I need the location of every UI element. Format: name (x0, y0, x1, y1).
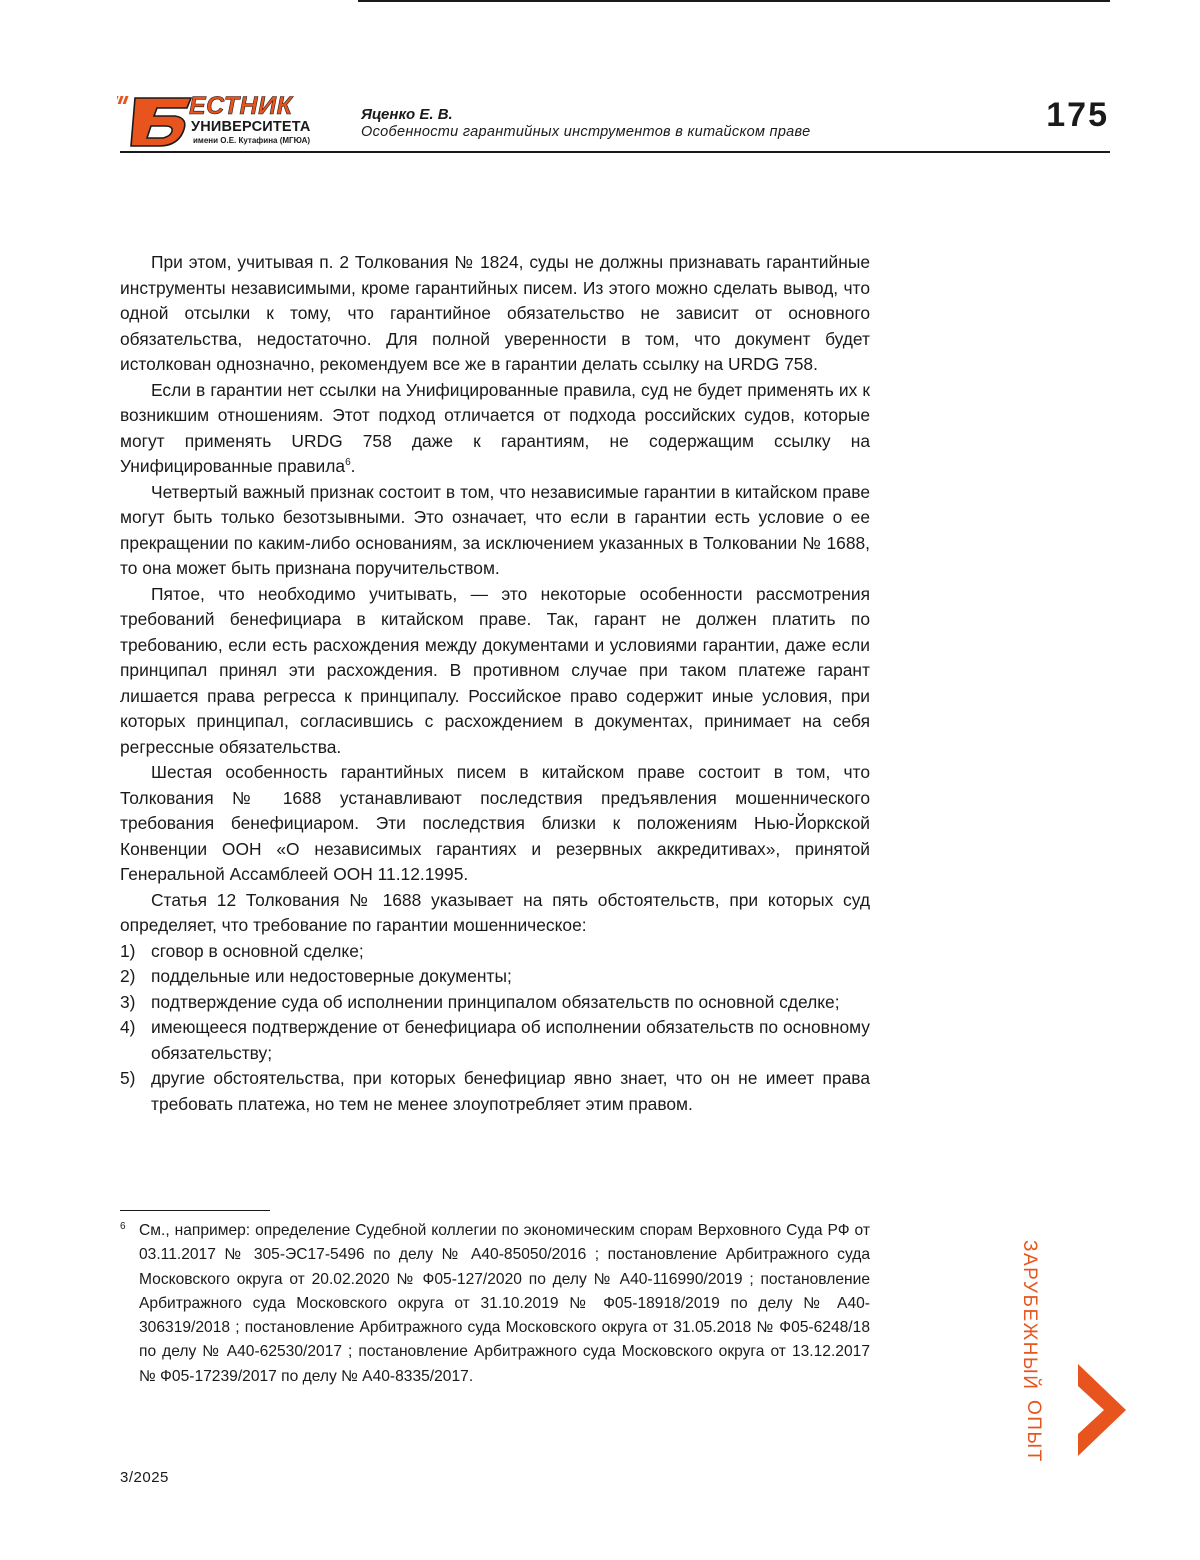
list-item (120, 939, 870, 965)
paragraph-2-text: Если в гарантии нет ссылки на Унифицированные правила, суд не будет применять их к возникшим отношениям. Этот подход отличается от подхода российских судов, которые могут применять URDG 758 даже к гарантиям, не содержащим ссылку на Унифицированные правила (120, 380, 870, 477)
footnote-reference[interactable]: 6 (345, 457, 351, 468)
logo-emblem (117, 92, 197, 150)
paragraph-3: Четвертый важный признак состоит в том, что независимые гарантии в китайском праве могут быть только безотзывными. Это означает, что если в гарантии есть условие о ее прекращении по каким-либо основаниям, за исключением указанных в Толковании № 1688, то она может быть признана поручительством. (120, 480, 870, 582)
issue-number: 3/2025 (120, 1469, 169, 1486)
section-arrow-icon (1074, 1362, 1130, 1458)
header-rule-top (358, 0, 1110, 2)
section-label-2 (1014, 1400, 1044, 1450)
list-item-number: 4) (120, 1015, 135, 1041)
paragraph-2: Если в гарантии нет ссылки на Унифицированные правила, суд не будет применять их к возникшим отношениям. Этот подход отличается от подхода российских судов, которые могут применять URDG 758 даже к гарантиям, не содержащим ссылку на Унифицированные правила6. (120, 378, 870, 480)
list-item-text: имеющееся подтверждение от бенефициара об исполнении обязательств по основному обязательству; (151, 1017, 870, 1063)
list-item (120, 964, 870, 990)
list-item-text: другие обстоятельства, при которых бенефициар явно знает, что он не имеет права требовать платежа, но тем не менее злоупотребляет этим правом. (151, 1068, 870, 1114)
list-item-text: подтверждение суда об исполнении принципалом обязательств по основной сделке; (151, 992, 840, 1012)
article-body (120, 250, 870, 1117)
section-label-line1: ЗАРУБЕЖНЫЙ (1018, 1240, 1040, 1390)
section-label (1010, 1240, 1040, 1420)
list-item (120, 1015, 870, 1066)
page-number: 175 (1046, 96, 1109, 135)
journal-logo (117, 92, 327, 150)
article-title: Особенности гарантийных инструментов в китайском праве (361, 124, 810, 140)
footnote-text: См., например: определение Судебной коллегии по экономическим спорам Верховного Суда РФ от 03.11.2017 № 305-ЭС17-5496 по делу № А40-85050/2016 ; постановление Арбитражного суда Московского округа от 20.02.2020 № Ф05-127/2020 по делу № А40-116990/2019 ; постановление Арбитражного суда Московского округа от 31.10.2019 № Ф05-18918/2019 по делу № А40-306319/2018 ; постановление Арбитражного суда Московского округа от 31.05.2018 № Ф05-6248/18 по делу № А40-62530/2017 ; постановление Арбитражного суда Московского округа от 13.12.2017 № Ф05-17239/2017 по делу № А40-8335/2017. (120, 1219, 870, 1389)
header-rule-bottom (120, 151, 1110, 153)
list-item (120, 990, 870, 1016)
list-item-text: поддельные или недостоверные документы; (151, 966, 512, 986)
footnote-mark: 6 (120, 1215, 126, 1239)
paragraph-1: При этом, учитывая п. 2 Толкования № 1824, суды не должны признавать гарантийные инструменты независимыми, кроме гарантийных писем. Из этого можно сделать вывод, что одной отсылки к тому, что гарантийное обязательство не зависит от основного обязательства, недостаточно. Для полной уверенности в том, что документ будет истолкован однозначно, рекомендуем все же в гарантии делать ссылку на URDG 758. (120, 250, 870, 378)
circumstances-list (120, 939, 870, 1118)
paragraph-5: Шестая особенность гарантийных писем в китайском праве состоит в том, что Толкования № 1688 устанавливают последствия предъявления мошеннического требования бенефициаром. Эти последствия близки к положениям Нью-Йоркской Конвенции ООН «О независимых гарантиях и резервных аккредитивах», принятой Генеральной Ассамблеей ООН 11.12.1995. (120, 760, 870, 888)
list-item-number: 5) (120, 1066, 135, 1092)
paragraph-4: Пятое, что необходимо учитывать, — это некоторые особенности рассмотрения требований бенефициара в китайском праве. Так, гарант не должен платить по требованию, если есть расхождения между документами и условиями гарантии, даже если принципал принял эти расхождения. В противном случае при таком платеже гарант лишается права регресса к принципалу. Российское право содержит иные условия, при которых принципал, согласившись с расхождением в документах, принимает на себя регрессные обязательства. (120, 582, 870, 761)
logo-subtitle-small: имени О.Е. Кутафина (МГЮА) (193, 136, 310, 146)
list-item-number: 1) (120, 939, 135, 965)
section-label-line2: ОПЫТ (1022, 1400, 1044, 1463)
footnote (120, 1219, 870, 1389)
logo-title: ЕСТНИК (189, 92, 292, 120)
list-item-number: 2) (120, 964, 135, 990)
article-author: Яценко Е. В. (361, 106, 453, 123)
list-item-number: 3) (120, 990, 135, 1016)
logo-subtitle: УНИВЕРСИТЕТА (191, 119, 311, 135)
list-item (120, 1066, 870, 1117)
paragraph-6: Статья 12 Толкования № 1688 указывает на пять обстоятельств, при которых суд определяет, что требование по гарантии мошенническое: (120, 888, 870, 939)
footnote-separator (120, 1210, 270, 1211)
list-item-text: сговор в основной сделке; (151, 941, 364, 961)
